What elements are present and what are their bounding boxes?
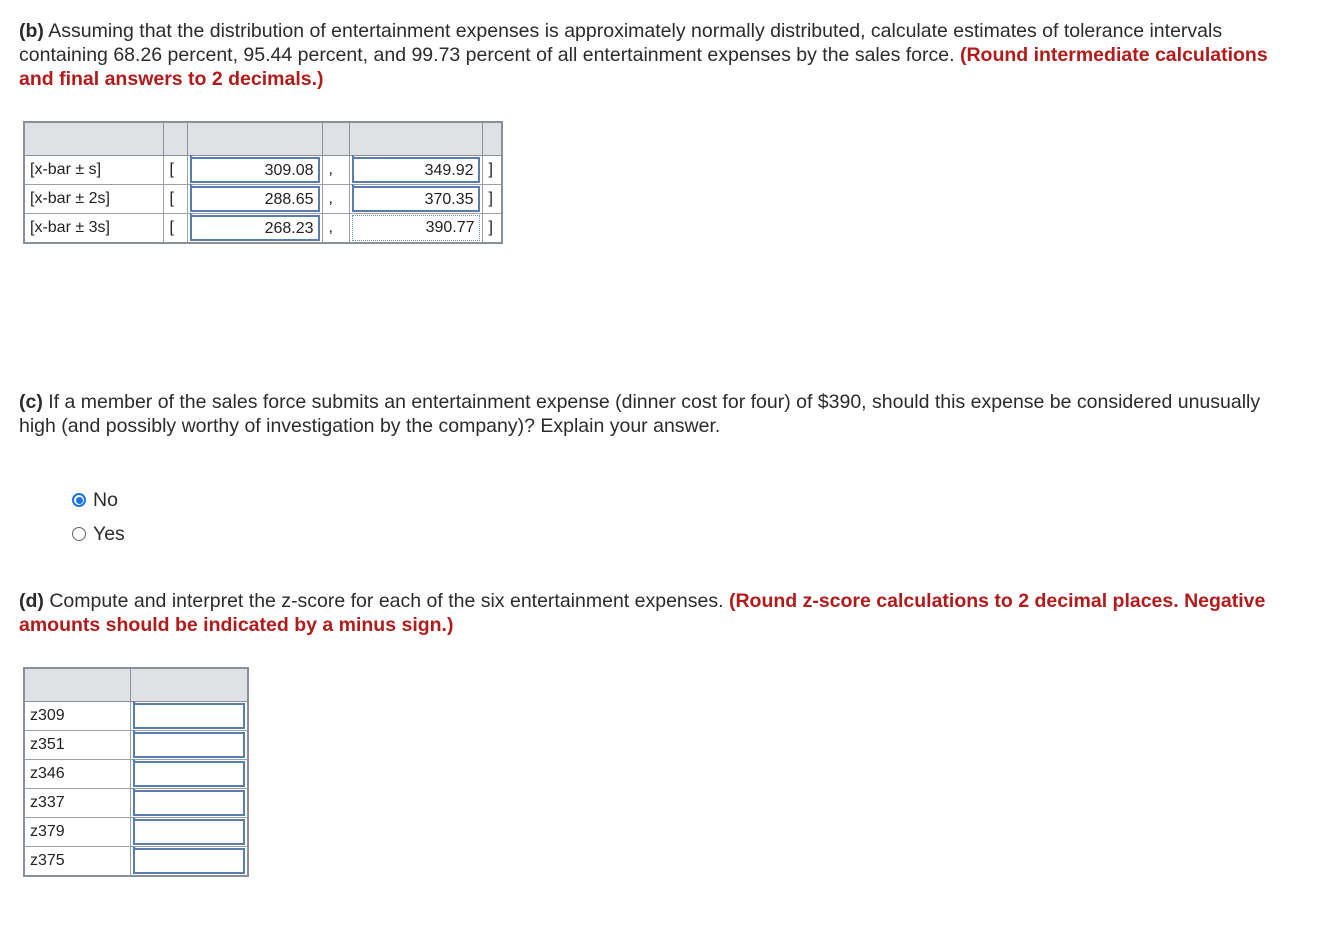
- radio-label: No: [93, 488, 118, 511]
- radio-unselected-icon[interactable]: [72, 527, 86, 541]
- z-cell[interactable]: [130, 702, 248, 731]
- close-bracket: ]: [482, 156, 502, 185]
- upper-bound-cell[interactable]: [349, 214, 482, 244]
- question-b-label: (b): [19, 20, 44, 42]
- header-cell: [482, 122, 502, 156]
- lower-bound-input[interactable]: 309.08: [190, 157, 320, 183]
- header-cell: [322, 122, 349, 156]
- question-c-text: If a member of the sales force submits an entertainment expense (dinner cost for four) of $390, should this expense be considered unusually high (and possibly worthy of investigation by the company)? Explain your answer.: [19, 391, 1261, 437]
- z-score-table: [23, 667, 249, 877]
- z-cell[interactable]: [130, 731, 248, 760]
- question-b: [19, 19, 1289, 91]
- comma-separator: ,: [322, 156, 349, 185]
- question-d-instruction: (Round z-score calculations to 2 decimal places. Negative amounts should be indicated by a minus sign.): [19, 590, 1266, 636]
- header-cell: [130, 668, 248, 702]
- comma-separator: ,: [322, 214, 349, 244]
- table-row: [24, 789, 248, 818]
- z-input[interactable]: [133, 761, 246, 787]
- close-bracket: ]: [482, 214, 502, 244]
- interval-label: [x-bar ± 3s]: [24, 214, 163, 244]
- radio-selected-icon[interactable]: [72, 493, 86, 507]
- z-label: z379: [24, 818, 130, 847]
- lower-bound-cell[interactable]: [187, 156, 322, 185]
- header-cell: [24, 668, 130, 702]
- upper-bound-input[interactable]: 370.35: [352, 186, 480, 212]
- question-c-label: (c): [19, 391, 43, 413]
- question-c: [19, 390, 1289, 438]
- lower-bound-cell[interactable]: [187, 185, 322, 214]
- z-cell[interactable]: [130, 760, 248, 789]
- upper-bound-cell[interactable]: [349, 156, 482, 185]
- header-cell: [24, 122, 163, 156]
- answer-radio-group: [72, 483, 125, 551]
- header-cell: [163, 122, 187, 156]
- interval-label: [x-bar ± s]: [24, 156, 163, 185]
- z-label: z346: [24, 760, 130, 789]
- header-cell: [349, 122, 482, 156]
- table-header-row: [24, 122, 502, 156]
- radio-label: Yes: [93, 522, 125, 545]
- tolerance-interval-table: [23, 121, 503, 244]
- table-row: [24, 818, 248, 847]
- open-bracket: [: [163, 156, 187, 185]
- z-cell[interactable]: [130, 818, 248, 847]
- open-bracket: [: [163, 185, 187, 214]
- radio-option-no[interactable]: [72, 483, 125, 517]
- z-input[interactable]: [133, 790, 246, 816]
- upper-bound-input[interactable]: 349.92: [352, 157, 480, 183]
- lower-bound-cell[interactable]: [187, 214, 322, 244]
- table-row: [24, 731, 248, 760]
- table-row: [24, 702, 248, 731]
- table-row: [24, 156, 502, 185]
- z-cell[interactable]: [130, 847, 248, 877]
- close-bracket: ]: [482, 185, 502, 214]
- upper-bound-input-focused[interactable]: 390.77: [352, 215, 480, 241]
- question-d: [19, 589, 1289, 637]
- z-input[interactable]: [133, 848, 246, 874]
- z-input[interactable]: [133, 732, 246, 758]
- question-d-text: Compute and interpret the z-score for each of the six entertainment expenses.: [43, 590, 729, 612]
- z-cell[interactable]: [130, 789, 248, 818]
- open-bracket: [: [163, 214, 187, 244]
- z-label: z309: [24, 702, 130, 731]
- radio-option-yes[interactable]: [72, 517, 125, 551]
- z-label: z375: [24, 847, 130, 877]
- upper-bound-cell[interactable]: [349, 185, 482, 214]
- question-d-label: (d): [19, 590, 44, 612]
- header-cell: [187, 122, 322, 156]
- lower-bound-input[interactable]: 288.65: [190, 186, 320, 212]
- table-row: [24, 847, 248, 877]
- table-row: [24, 214, 502, 244]
- z-label: z337: [24, 789, 130, 818]
- z-input[interactable]: [133, 819, 246, 845]
- comma-separator: ,: [322, 185, 349, 214]
- z-input[interactable]: [133, 703, 246, 729]
- table-row: [24, 185, 502, 214]
- table-row: [24, 760, 248, 789]
- interval-label: [x-bar ± 2s]: [24, 185, 163, 214]
- question-b-text: Assuming that the distribution of entertainment expenses is approximately normally distributed, calculate estimates of tolerance intervals containing 68.26 percent, 95.44 percent, and 99.73 percent of all entertainment expenses by the sales force.: [19, 20, 1223, 66]
- lower-bound-input[interactable]: 268.23: [190, 215, 320, 241]
- z-label: z351: [24, 731, 130, 760]
- table-header-row: [24, 668, 248, 702]
- question-b-instruction: (Round intermediate calculations and final answers to 2 decimals.): [19, 44, 1268, 90]
